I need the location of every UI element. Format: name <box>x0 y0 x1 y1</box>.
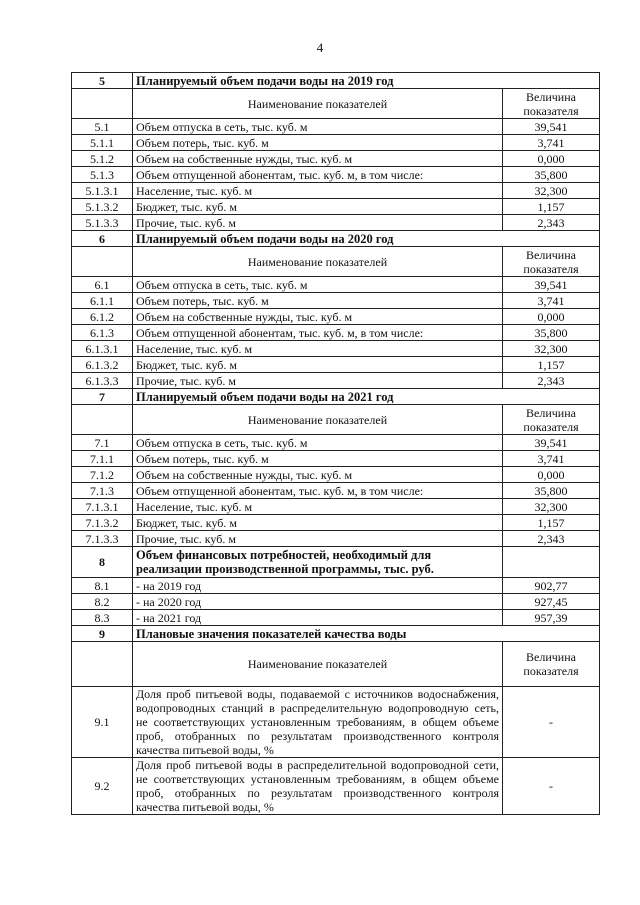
row-value: - <box>503 687 600 758</box>
table-row <box>72 687 600 758</box>
table-row <box>72 357 600 373</box>
row-value: 39,541 <box>503 119 600 135</box>
table-row <box>72 467 600 483</box>
row-number: 7.1.3.2 <box>72 515 133 531</box>
row-number: 7.1.2 <box>72 467 133 483</box>
row-number: 7.1.3.3 <box>72 531 133 547</box>
row-value: 1,157 <box>503 357 600 373</box>
row-name: Бюджет, тыс. куб. м <box>133 199 503 215</box>
section-number: 5 <box>72 73 133 89</box>
row-name: - на 2019 год <box>133 578 503 594</box>
row-name: Население, тыс. куб. м <box>133 499 503 515</box>
header-row <box>72 642 600 687</box>
section-title-row <box>72 547 600 578</box>
table-row <box>72 483 600 499</box>
table-row <box>72 578 600 594</box>
row-value: 902,77 <box>503 578 600 594</box>
header-name: Наименование показателей <box>133 247 503 277</box>
row-name: Доля проб питьевой воды, подаваемой с источников водоснабжения, водопроводных станций в распределительную водопроводную сеть, не соответствующих установленным требованиям, в общем объеме проб, отобранных по результатам производственного контроля качества питьевой воды, % <box>133 687 503 758</box>
row-name: Объем на собственные нужды, тыс. куб. м <box>133 309 503 325</box>
header-name: Наименование показателей <box>133 642 503 687</box>
row-number: 5.1 <box>72 119 133 135</box>
table-row <box>72 451 600 467</box>
row-number: 5.1.2 <box>72 151 133 167</box>
section-title-blank <box>503 547 600 578</box>
row-value: 35,800 <box>503 483 600 499</box>
table-row <box>72 199 600 215</box>
table-row <box>72 167 600 183</box>
row-name: Объем потерь, тыс. куб. м <box>133 293 503 309</box>
row-value: 3,741 <box>503 293 600 309</box>
section-number: 6 <box>72 231 133 247</box>
row-name: Объем отпущенной абонентам, тыс. куб. м, в том числе: <box>133 167 503 183</box>
section-title: Объем финансовых потребностей, необходимый для реализации производственной программы, тыс. руб. <box>133 547 503 578</box>
row-name: - на 2020 год <box>133 594 503 610</box>
row-number: 9.2 <box>72 758 133 815</box>
row-value: 39,541 <box>503 435 600 451</box>
section-number: 7 <box>72 389 133 405</box>
header-blank <box>72 89 133 119</box>
row-number: 6.1.1 <box>72 293 133 309</box>
row-number: 5.1.3 <box>72 167 133 183</box>
row-number: 7.1.3.1 <box>72 499 133 515</box>
row-name: Доля проб питьевой воды в распределительной водопроводной сети, не соответствующих установленным требованиям, в общем объеме проб, отобранных по результатам производственного контроля качества питьевой воды, % <box>133 758 503 815</box>
section-title-row <box>72 231 600 247</box>
table-row <box>72 435 600 451</box>
row-value: 2,343 <box>503 215 600 231</box>
section-title: Планируемый объем подачи воды на 2020 год <box>133 231 600 247</box>
row-value: 32,300 <box>503 341 600 357</box>
table-row <box>72 325 600 341</box>
section-title-row <box>72 389 600 405</box>
row-value: 0,000 <box>503 309 600 325</box>
row-value: 927,45 <box>503 594 600 610</box>
row-name: Бюджет, тыс. куб. м <box>133 515 503 531</box>
header-row <box>72 247 600 277</box>
row-name: Бюджет, тыс. куб. м <box>133 357 503 373</box>
table-row <box>72 309 600 325</box>
row-name: Объем отпуска в сеть, тыс. куб. м <box>133 435 503 451</box>
row-name: Объем отпущенной абонентам, тыс. куб. м, в том числе: <box>133 483 503 499</box>
row-number: 6.1.3 <box>72 325 133 341</box>
table-row <box>72 758 600 815</box>
header-blank <box>72 405 133 435</box>
row-name: Объем отпуска в сеть, тыс. куб. м <box>133 119 503 135</box>
section-number: 8 <box>72 547 133 578</box>
row-value: 0,000 <box>503 151 600 167</box>
row-value: 35,800 <box>503 167 600 183</box>
row-value: 2,343 <box>503 373 600 389</box>
row-number: 6.1.3.2 <box>72 357 133 373</box>
row-value: 35,800 <box>503 325 600 341</box>
row-name: Объем отпуска в сеть, тыс. куб. м <box>133 277 503 293</box>
table-row <box>72 215 600 231</box>
row-value: 2,343 <box>503 531 600 547</box>
row-name: Объем отпущенной абонентам, тыс. куб. м, в том числе: <box>133 325 503 341</box>
table-row <box>72 135 600 151</box>
header-name: Наименование показателей <box>133 89 503 119</box>
row-number: 6.1.2 <box>72 309 133 325</box>
row-value: - <box>503 758 600 815</box>
table-row <box>72 151 600 167</box>
row-number: 5.1.1 <box>72 135 133 151</box>
table-row <box>72 531 600 547</box>
section-title: Планируемый объем подачи воды на 2019 год <box>133 73 600 89</box>
table-row <box>72 373 600 389</box>
row-name: Объем на собственные нужды, тыс. куб. м <box>133 467 503 483</box>
row-number: 7.1.3 <box>72 483 133 499</box>
row-name: Объем потерь, тыс. куб. м <box>133 135 503 151</box>
header-value: Величина показателя <box>503 642 600 687</box>
row-value: 3,741 <box>503 135 600 151</box>
row-value: 3,741 <box>503 451 600 467</box>
row-value: 1,157 <box>503 515 600 531</box>
row-value: 957,39 <box>503 610 600 626</box>
table-row <box>72 183 600 199</box>
row-number: 7.1 <box>72 435 133 451</box>
row-name: Объем на собственные нужды, тыс. куб. м <box>133 151 503 167</box>
row-name: Объем потерь, тыс. куб. м <box>133 451 503 467</box>
program-table <box>71 72 600 815</box>
row-name: Население, тыс. куб. м <box>133 183 503 199</box>
header-blank <box>72 642 133 687</box>
header-name: Наименование показателей <box>133 405 503 435</box>
row-number: 7.1.1 <box>72 451 133 467</box>
table-row <box>72 119 600 135</box>
header-value: Величина показателя <box>503 247 600 277</box>
row-number: 6.1 <box>72 277 133 293</box>
header-row <box>72 89 600 119</box>
row-number: 5.1.3.2 <box>72 199 133 215</box>
row-value: 32,300 <box>503 183 600 199</box>
row-number: 8.1 <box>72 578 133 594</box>
row-value: 39,541 <box>503 277 600 293</box>
section-number: 9 <box>72 626 133 642</box>
page-number: 4 <box>316 40 324 55</box>
row-number: 5.1.3.1 <box>72 183 133 199</box>
row-number: 5.1.3.3 <box>72 215 133 231</box>
row-number: 9.1 <box>72 687 133 758</box>
table-row <box>72 499 600 515</box>
table-row <box>72 594 600 610</box>
section-title-row <box>72 73 600 89</box>
row-name: Прочие, тыс. куб. м <box>133 215 503 231</box>
row-number: 6.1.3.3 <box>72 373 133 389</box>
section-title-row <box>72 626 600 642</box>
table-row <box>72 610 600 626</box>
row-number: 8.3 <box>72 610 133 626</box>
header-row <box>72 405 600 435</box>
table-row <box>72 277 600 293</box>
row-name: - на 2021 год <box>133 610 503 626</box>
header-value: Величина показателя <box>503 405 600 435</box>
row-value: 1,157 <box>503 199 600 215</box>
row-name: Население, тыс. куб. м <box>133 341 503 357</box>
header-blank <box>72 247 133 277</box>
table-row <box>72 341 600 357</box>
row-value: 32,300 <box>503 499 600 515</box>
table-row <box>72 293 600 309</box>
row-number: 6.1.3.1 <box>72 341 133 357</box>
header-value: Величина показателя <box>503 89 600 119</box>
section-title: Планируемый объем подачи воды на 2021 год <box>133 389 600 405</box>
table-row <box>72 515 600 531</box>
row-number: 8.2 <box>72 594 133 610</box>
row-name: Прочие, тыс. куб. м <box>133 531 503 547</box>
section-title: Плановые значения показателей качества воды <box>133 626 600 642</box>
row-value: 0,000 <box>503 467 600 483</box>
row-name: Прочие, тыс. куб. м <box>133 373 503 389</box>
